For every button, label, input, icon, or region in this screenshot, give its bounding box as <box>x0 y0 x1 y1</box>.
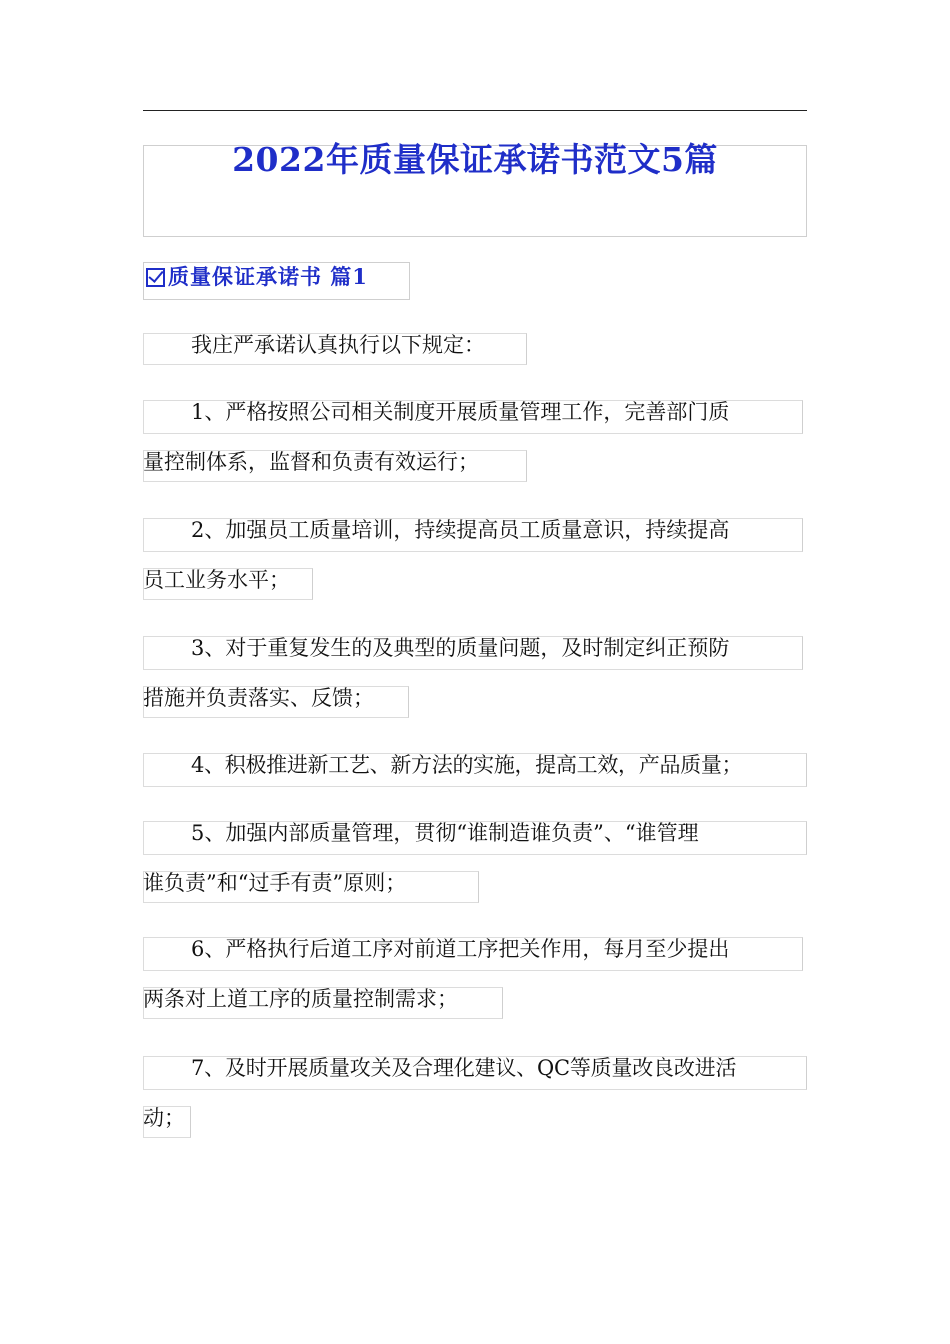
top-rule <box>143 110 807 111</box>
page-title: 2022年质量保证承诺书范文5篇 <box>232 140 718 179</box>
paragraph-7-line-2: 动； <box>143 1106 185 1130</box>
paragraph-intro: 我庄严承诺认真执行以下规定： <box>191 333 485 357</box>
paragraph-1-line-2: 量控制体系，监督和负责有效运行； <box>143 450 479 474</box>
checkbox-icon <box>146 268 165 287</box>
paragraph-3-line-1: 3、对于重复发生的及典型的质量问题，及时制定纠正预防 <box>191 636 730 660</box>
paragraph-7-line-1: 7、及时开展质量攻关及合理化建议、QC等质量改良改进活 <box>191 1056 737 1080</box>
paragraph-4-line-1: 4、积极推进新工艺、新方法的实施，提高工效，产品质量； <box>191 753 743 777</box>
paragraph-2-line-2: 员工业务水平； <box>143 568 290 592</box>
paragraph-3-line-2: 措施并负责落实、反馈； <box>143 686 374 710</box>
paragraph-6-line-1: 6、严格执行后道工序对前道工序把关作用，每月至少提出 <box>191 937 730 961</box>
section-heading: 质量保证承诺书 篇1 <box>168 264 368 289</box>
paragraph-6-line-2: 两条对上道工序的质量控制需求； <box>143 987 458 1011</box>
paragraph-1-line-1: 1、严格按照公司相关制度开展质量管理工作，完善部门质 <box>191 400 730 424</box>
paragraph-2-line-1: 2、加强员工质量培训，持续提高员工质量意识，持续提高 <box>191 518 730 542</box>
paragraph-5-line-2: 谁负责”和“过手有责”原则； <box>143 871 407 895</box>
paragraph-5-line-1: 5、加强内部质量管理，贯彻“谁制造谁负责”、“谁管理 <box>191 821 699 845</box>
